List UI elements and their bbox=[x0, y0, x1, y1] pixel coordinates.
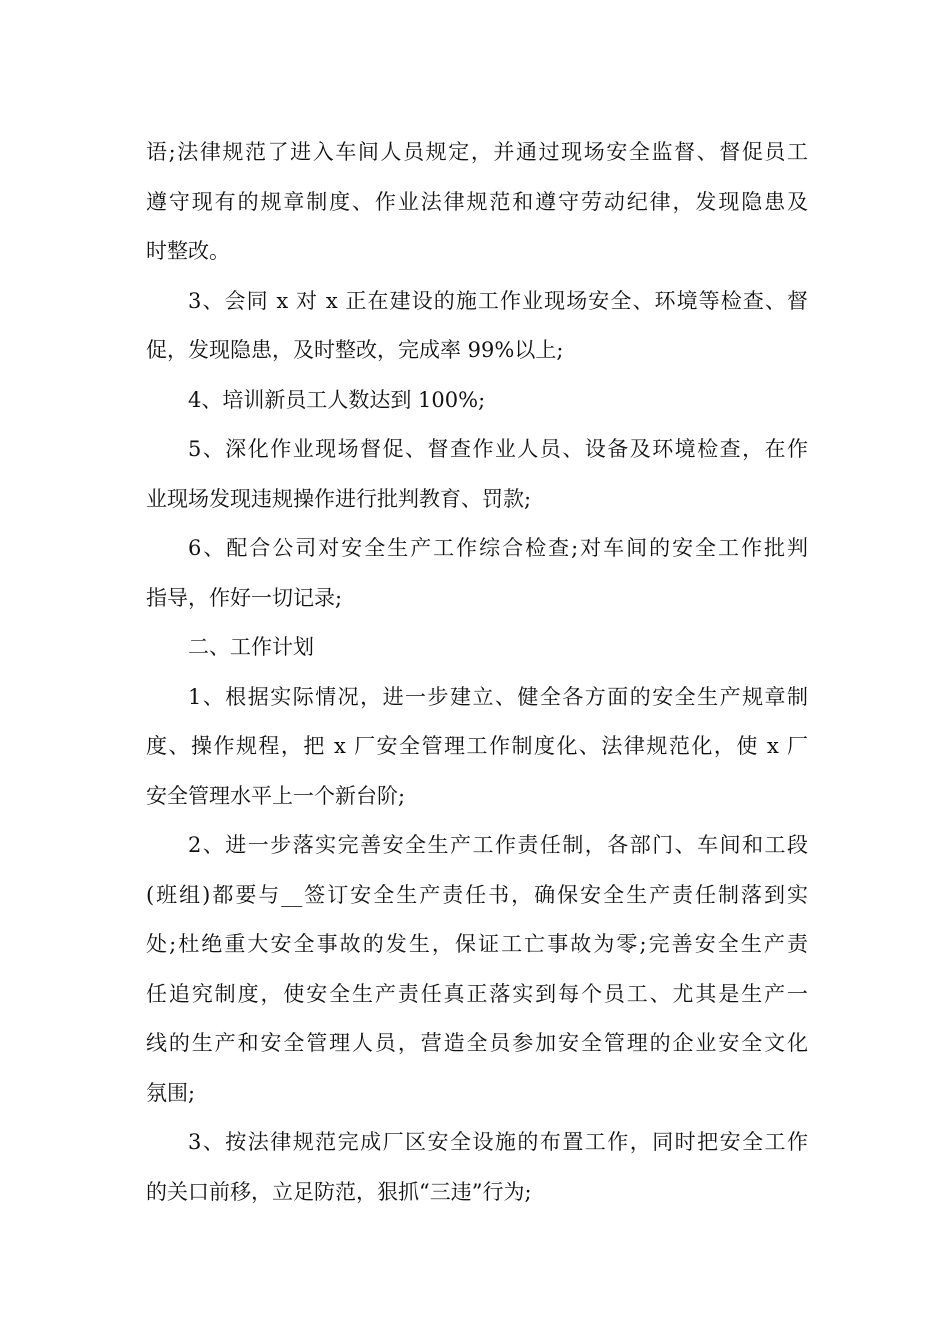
heading-text: 二、工作计划 bbox=[188, 635, 314, 659]
text-line: 的关口前移，立足防范，狠抓“三违”行为; bbox=[146, 1179, 532, 1204]
text-line: 5、深化作业现场督促、督查作业人员、设备及环境检查，在作 bbox=[188, 437, 808, 461]
text-line: 任追究制度，使安全生产责任真正落实到每个员工、尤其是生产一 bbox=[146, 981, 808, 1006]
text-line: 语;法律规范了进入车间人员规定，并通过现场安全监督、督促员工 bbox=[146, 140, 808, 164]
paragraph-4 bbox=[146, 425, 808, 524]
text-line: (班组)都要与__签订安全生产责任书，确保安全生产责任制落到实 bbox=[146, 882, 808, 907]
paragraph-3 bbox=[146, 376, 808, 426]
text-line: 指导，作好一切记录; bbox=[146, 585, 343, 610]
text-line: 3、按法律规范完成厂区安全设施的布置工作，同时把安全工作 bbox=[188, 1130, 808, 1154]
paragraph-1 bbox=[146, 128, 808, 277]
document-body bbox=[146, 128, 808, 1217]
text-line: 促，发现隐患，及时整改，完成率 99%以上; bbox=[146, 338, 564, 362]
text-line: 时整改。 bbox=[146, 239, 230, 263]
text-line: 2、进一步落实完善安全生产工作责任制，各部门、车间和工段 bbox=[188, 833, 808, 857]
text-line: 业现场发现违规操作进行批判教育、罚款; bbox=[146, 486, 532, 511]
paragraph-8 bbox=[146, 1118, 808, 1217]
text-line: 4、培训新员工人数达到 100%; bbox=[188, 387, 486, 412]
text-line: 处;杜绝重大安全事故的发生，保证工亡事故为零;完善安全生产责 bbox=[146, 932, 808, 956]
paragraph-5 bbox=[146, 524, 808, 623]
text-line: 遵守现有的规章制度、作业法律规范和遵守劳动纪律，发现隐患及 bbox=[146, 189, 808, 214]
text-line: 氛围; bbox=[146, 1080, 196, 1105]
text-line: 1、根据实际情况，进一步建立、健全各方面的安全生产规章制 bbox=[188, 684, 808, 709]
paragraph-2 bbox=[146, 277, 808, 376]
text-line: 3、会同 x 对 x 正在建设的施工作业现场安全、环境等检查、督 bbox=[188, 288, 808, 313]
paragraph-7 bbox=[146, 821, 808, 1118]
text-line: 线的生产和安全管理人员，营造全员参加安全管理的企业安全文化 bbox=[146, 1031, 808, 1055]
text-line: 安全管理水平上一个新台阶; bbox=[146, 783, 406, 808]
text-line: 6、配合公司对安全生产工作综合检查;对车间的安全工作批判 bbox=[188, 536, 808, 560]
paragraph-6 bbox=[146, 673, 808, 822]
section-heading bbox=[146, 623, 808, 673]
text-line: 度、操作规程，把 x 厂安全管理工作制度化、法律规范化，使 x 厂 bbox=[146, 734, 808, 758]
